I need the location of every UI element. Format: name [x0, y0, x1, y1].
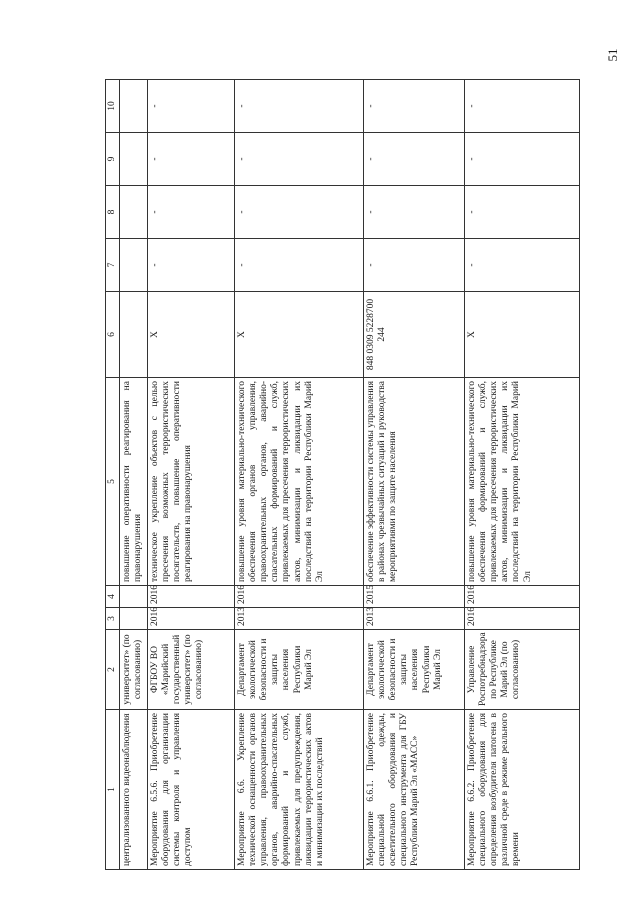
column-header: 4 [106, 586, 120, 608]
column-header: 5 [106, 378, 120, 586]
executor: Департамент экологической безопасности и защиты населения Республики Марий Эл [363, 630, 464, 710]
column-header: 3 [106, 608, 120, 630]
start-year: 2013 [234, 608, 363, 630]
expected-result: повышение уровня материально-технического обеспечения органов управления, правоохранительных органов, аварийно-спасательных формирований и служб, привлекаемых для пресечения террористических актов, минимизации и ликвидации их последствий на территории Республики Марий Эл [234, 378, 363, 586]
page-number: 51 [605, 48, 620, 62]
end-year: 2016 [147, 586, 234, 608]
header-row [106, 80, 120, 870]
value-col10: - [464, 80, 579, 133]
start-year: 2016 [464, 608, 579, 630]
end-year: 2016 [234, 586, 363, 608]
budget-code: 848 0309 5228700 244 [363, 292, 464, 378]
value-col7 [120, 239, 147, 292]
value-col7: - [464, 239, 579, 292]
value-col8: - [147, 186, 234, 239]
executor: Департамент экологической безопасности и защиты населения Республики Марий Эл [234, 630, 363, 710]
table-row [147, 80, 234, 870]
expected-result: техническое укрепление объектов с целью пресечения возможных террористических посягательств, повышение оперативности реагирования на правонарушения [147, 378, 234, 586]
value-col8: - [234, 186, 363, 239]
start-year [120, 608, 147, 630]
value-col10: - [147, 80, 234, 133]
activity-name: Мероприятие 6.6.2. Приобретение специального оборудования для определения возбудителя патогена в различной среде в режиме реального времени [464, 710, 579, 870]
value-col9 [120, 133, 147, 186]
value-col8: - [363, 186, 464, 239]
activity-name: Мероприятие 6.6.1. Приобретение специальной одежды, осветительного оборудования и специального инструмента для ГБУ Республики Марий Эл «МАСС» [363, 710, 464, 870]
program-table-sheet [105, 80, 591, 870]
start-year: 2016 [147, 608, 234, 630]
budget-code: Х [147, 292, 234, 378]
value-col8 [120, 186, 147, 239]
table-row [363, 80, 464, 870]
table-row [234, 80, 363, 870]
table-row [120, 80, 147, 870]
budget-code: Х [464, 292, 579, 378]
value-col9: - [363, 133, 464, 186]
value-col10: - [234, 80, 363, 133]
executor: университет» (по согласованию) [120, 630, 147, 710]
expected-result: повышение уровня материально-технического обеспечения формирований и служб, привлекаемых для пресечения террористических актов, минимизации и ликвидации их последствий на территории Республики Марий Эл [464, 378, 579, 586]
value-col8: - [464, 186, 579, 239]
budget-code: Х [234, 292, 363, 378]
activity-name: Мероприятие 6.6. Укрепление технической оснащенности органов управления, правоохранительных органов, аварийно-спасательных формирований и служб, привлекаемых для предупреждения, ликвидации террористических актов и минимизации их последствий [234, 710, 363, 870]
value-col7: - [147, 239, 234, 292]
value-col10: - [363, 80, 464, 133]
value-col9: - [234, 133, 363, 186]
budget-code [120, 292, 147, 378]
program-activities-table [105, 79, 580, 870]
table-row [464, 80, 579, 870]
value-col9: - [464, 133, 579, 186]
end-year [120, 586, 147, 608]
executor: ФГБОУ ВО «Марийский государственный университет» (по согласованию) [147, 630, 234, 710]
column-header: 6 [106, 292, 120, 378]
column-header: 7 [106, 239, 120, 292]
expected-result: обеспечение эффективности системы управления в районах чрезвычайных ситуаций и руководства мероприятиями по защите населения [363, 378, 464, 586]
executor: Управление Роспотребнадзора по Республике Марий Эл (по согласованию) [464, 630, 579, 710]
column-header: 1 [106, 710, 120, 870]
start-year: 2013 [363, 608, 464, 630]
value-col7: - [234, 239, 363, 292]
activity-name: централизованного видеонаблюдения [120, 710, 147, 870]
column-header: 10 [106, 80, 120, 133]
end-year: 2015 [363, 586, 464, 608]
column-header: 2 [106, 630, 120, 710]
value-col9: - [147, 133, 234, 186]
value-col10 [120, 80, 147, 133]
column-header: 9 [106, 133, 120, 186]
column-header: 8 [106, 186, 120, 239]
activity-name: Мероприятие 6.5.6. Приобретение оборудования для организации системы контроля и управления доступом [147, 710, 234, 870]
value-col7: - [363, 239, 464, 292]
expected-result: повышение оперативности реагирования на правонарушения [120, 378, 147, 586]
end-year: 2016 [464, 586, 579, 608]
